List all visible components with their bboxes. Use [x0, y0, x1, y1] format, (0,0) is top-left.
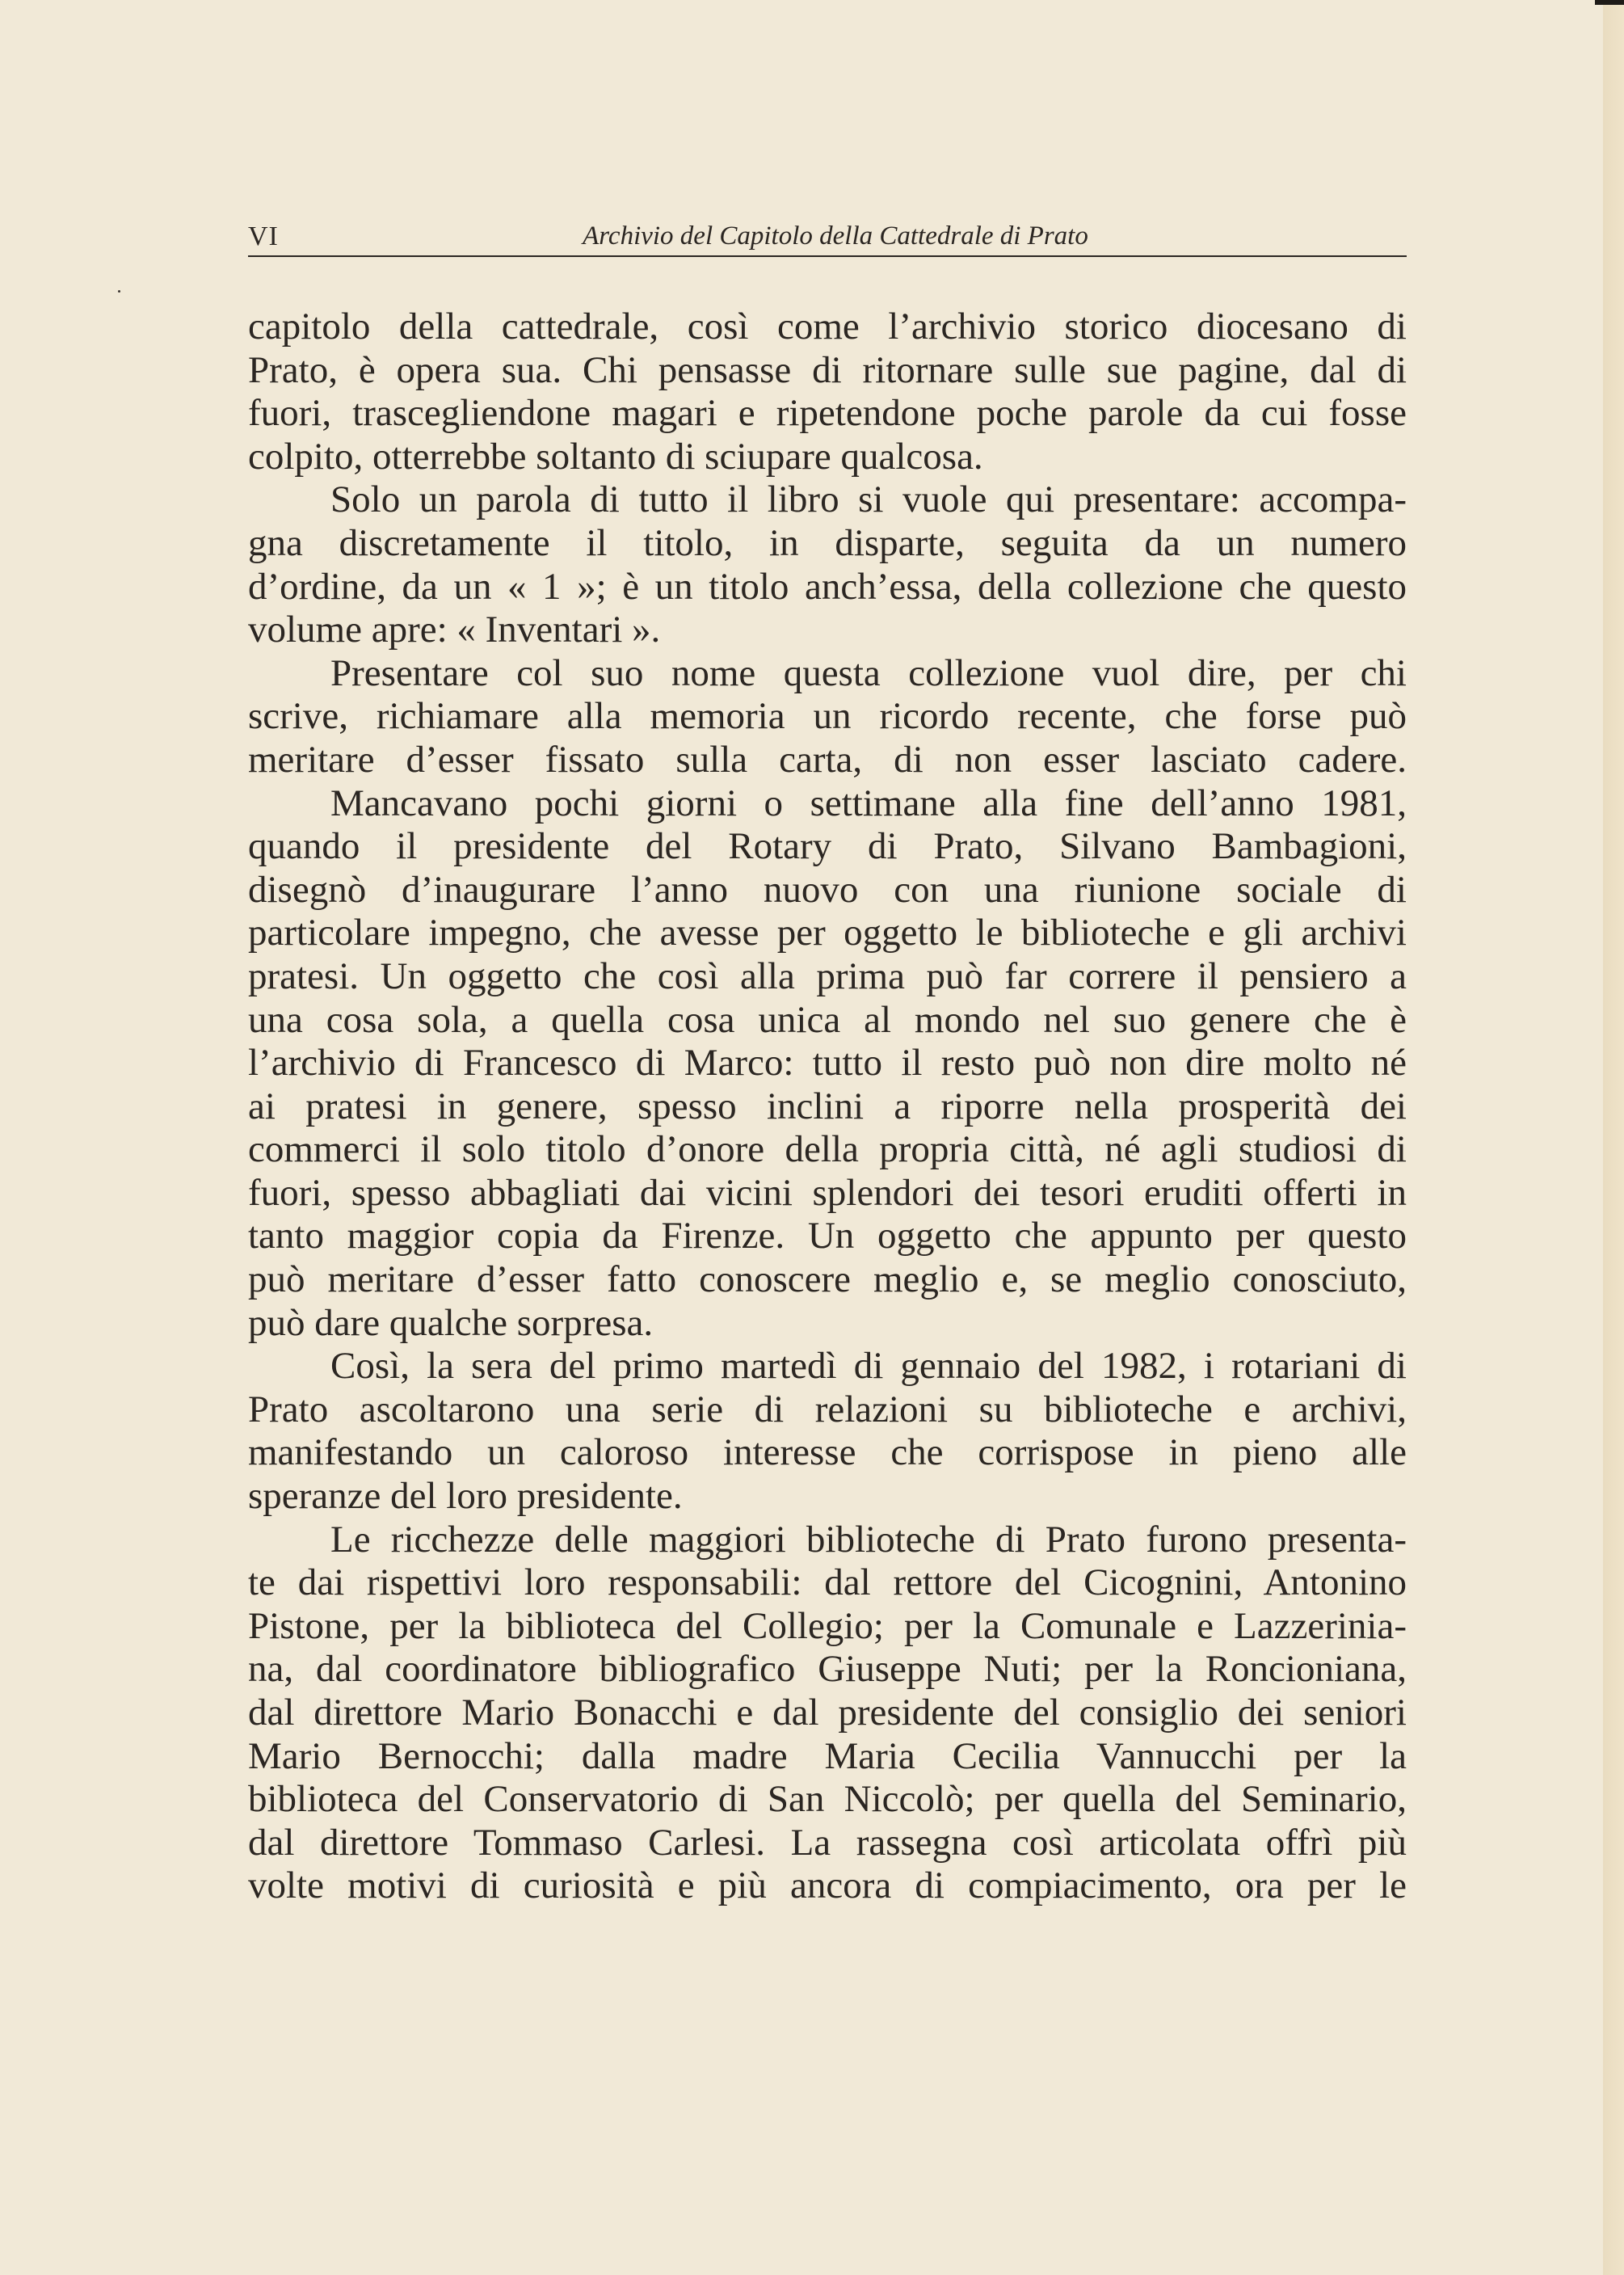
- text-line: scrive, richiamare alla memoria un ricordo recente, che forse può: [248, 695, 1407, 738]
- paragraph: [248, 478, 1407, 651]
- page-edge-shadow: [1603, 0, 1624, 2275]
- text-line: te dai rispettivi loro responsabili: dal rettore del Cicognini, Antonino: [248, 1561, 1407, 1604]
- paragraph: [248, 305, 1407, 478]
- text-line: Solo un parola di tutto il libro si vuole qui presentare: accompa-: [330, 478, 1407, 521]
- text-line: meritare d’esser fissato sulla carta, di non esser lasciato cadere.: [248, 738, 1407, 781]
- body-text: [248, 305, 1407, 1908]
- paper-speck: [118, 290, 120, 293]
- text-line: gna discretamente il titolo, in disparte, seguita da un numero: [248, 521, 1407, 564]
- text-line: ai pratesi in genere, spesso inclini a riporre nella prosperità dei: [248, 1085, 1407, 1127]
- text-line: dal direttore Mario Bonacchi e dal presidente del consiglio dei seniori: [248, 1692, 1407, 1734]
- text-line: dal direttore Tommaso Carlesi. La rassegna così articolata offrì più: [248, 1821, 1407, 1864]
- text-line: Prato ascoltarono una serie di relazioni su biblioteche e archivi,: [248, 1388, 1407, 1430]
- text-line: Presentare col suo nome questa collezione vuol dire, per chi: [330, 651, 1407, 694]
- page-corner-mark: [1595, 0, 1624, 5]
- paragraph: [248, 652, 1407, 782]
- text-line: fuori, trascegliendone magari e ripetendone poche parole da cui fosse: [248, 392, 1407, 435]
- text-line: Così, la sera del primo martedì di gennaio del 1982, i rotariani di: [330, 1345, 1407, 1388]
- text-line: una cosa sola, a quella cosa unica al mondo nel suo genere che è: [248, 998, 1407, 1041]
- text-line: Pistone, per la biblioteca del Collegio; per la Comunale e Lazzerinia-: [248, 1604, 1407, 1647]
- paragraph: [248, 1345, 1407, 1518]
- paragraph: [248, 782, 1407, 1346]
- text-line: speranze del loro presidente.: [248, 1475, 683, 1518]
- paragraph: [248, 1519, 1407, 1908]
- text-line: tanto maggior copia da Firenze. Un oggetto che appunto per questo: [248, 1215, 1407, 1258]
- text-line: na, dal coordinatore bibliografico Giuseppe Nuti; per la Roncioniana,: [248, 1648, 1407, 1691]
- text-line: disegnò d’inaugurare l’anno nuovo con una riunione sociale di: [248, 868, 1407, 911]
- text-line: fuori, spesso abbagliati dai vicini splendori dei tesori eruditi offerti in: [248, 1171, 1407, 1214]
- text-line: commerci il solo titolo d’onore della propria città, né agli studiosi di: [248, 1128, 1407, 1171]
- text-line: l’archivio di Francesco di Marco: tutto il resto può non dire molto né: [248, 1042, 1407, 1085]
- text-line: particolare impegno, che avesse per oggetto le biblioteche e gli archivi: [248, 912, 1407, 954]
- page-number: VI: [248, 221, 279, 251]
- text-line: manifestando un caloroso interesse che corrispose in pieno alle: [248, 1431, 1407, 1474]
- text-line: Prato, è opera sua. Chi pensasse di ritornare sulle sue pagine, dal di: [248, 348, 1407, 391]
- text-line: capitolo della cattedrale, così come l’archivio storico diocesano di: [248, 305, 1407, 348]
- text-line: volte motivi di curiosità e più ancora di compiacimento, ora per le: [248, 1864, 1407, 1907]
- header-rule: [248, 255, 1407, 257]
- text-line: volume apre: « Inventari ».: [248, 609, 661, 651]
- text-line: colpito, otterrebbe soltanto di sciupare qualcosa.: [248, 435, 983, 478]
- text-line: pratesi. Un oggetto che così alla prima può far correre il pensiero a: [248, 954, 1407, 997]
- text-line: Le ricchezze delle maggiori biblioteche di Prato furono presenta-: [330, 1518, 1407, 1561]
- text-line: d’ordine, da un « 1 »; è un titolo anch’essa, della collezione che questo: [248, 565, 1407, 608]
- text-line: può dare qualche sorpresa.: [248, 1301, 654, 1344]
- text-line: Mancavano pochi giorni o settimane alla fine dell’anno 1981,: [330, 782, 1407, 824]
- text-line: quando il presidente del Rotary di Prato, Silvano Bambagioni,: [248, 825, 1407, 868]
- running-title: Archivio del Capitolo della Cattedrale di Prato: [583, 221, 1088, 251]
- text-line: Mario Bernocchi; dalla madre Maria Cecilia Vannucchi per la: [248, 1734, 1407, 1777]
- text-line: può meritare d’esser fatto conoscere meglio e, se meglio conosciuto,: [248, 1258, 1407, 1301]
- running-head: [248, 212, 1407, 255]
- text-line: biblioteca del Conservatorio di San Niccolò; per quella del Seminario,: [248, 1778, 1407, 1821]
